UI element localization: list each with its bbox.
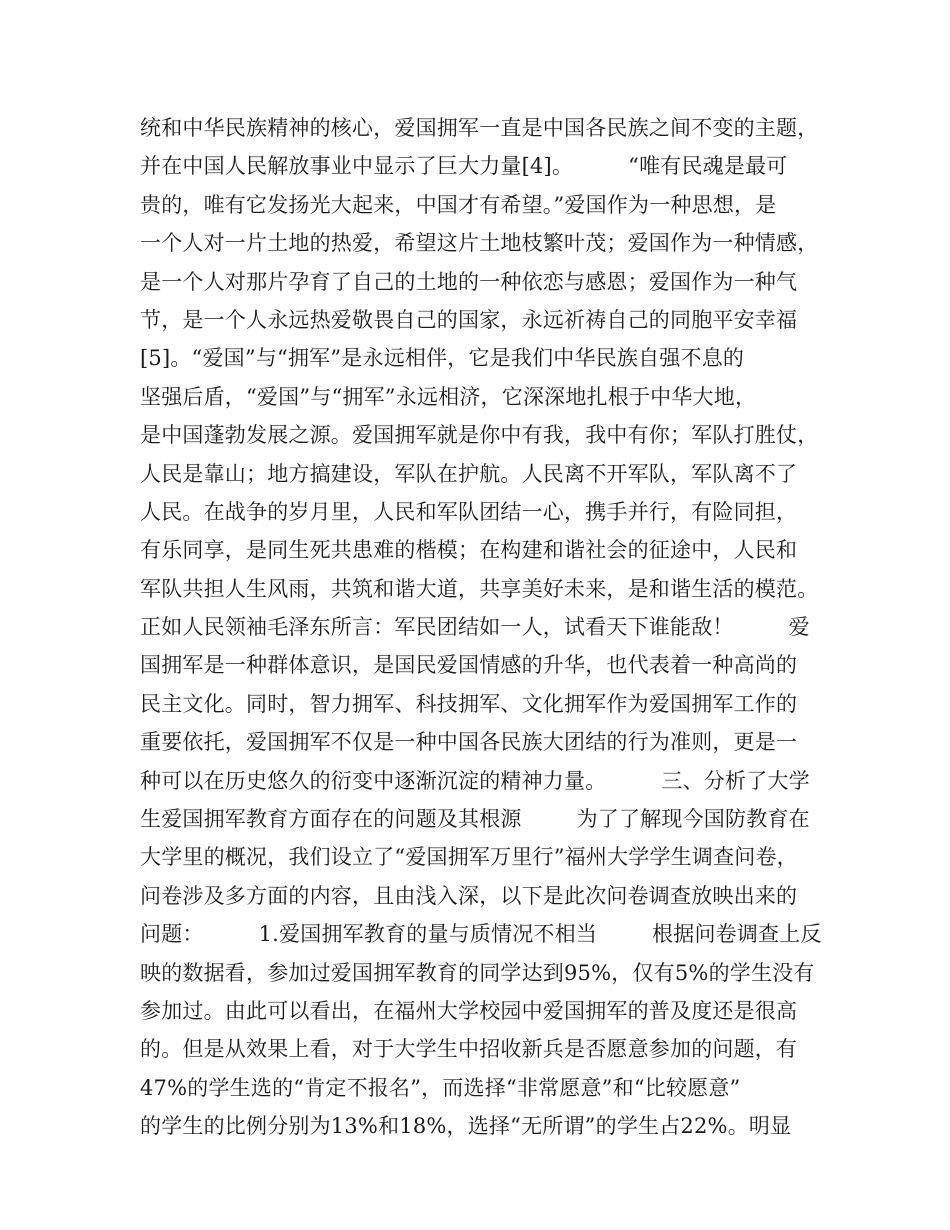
- text-line: 并在中国人民解放事业中显示了巨大力量[4]。 “唯有民魂是最可: [140, 154, 788, 179]
- text-line: 统和中华民族精神的核心，爱国拥军一直是中国各民族之间不变的主题，: [140, 116, 819, 140]
- text-line: 的学生的比例分别为13%和18%，选择“无所谓”的学生占22%。明显: [140, 1114, 792, 1139]
- text-line: 正如人民领袖毛泽东所言：军民团结如一人，试看天下谁能敌！ 爱: [140, 615, 810, 640]
- text-line: 大学里的概况，我们设立了“爱国拥军万里行”福州大学学生调查问卷，: [140, 845, 798, 870]
- text-line: 种可以在历史悠久的衍变中逐渐沉淀的精神力量。 三、分析了大学: [140, 768, 810, 793]
- text-line: 47%的学生选的“肯定不报名”，而选择“非常愿意”和“比较愿意”: [140, 1075, 741, 1100]
- text-line: 人民是靠山；地方搞建设，军队在护航。人民离不开军队，军队离不了: [140, 461, 798, 486]
- text-line: 是中国蓬勃发展之源。爱国拥军就是你中有我，我中有你；军队打胜仗，: [140, 423, 819, 448]
- body-text: [140, 109, 840, 1146]
- text-line: 民主文化。同时，智力拥军、科技拥军、文化拥军作为爱国拥军工作的: [140, 691, 798, 716]
- text-line: 是一个人对那片孕育了自己的土地的一种依恋与感恩；爱国作为一种气: [140, 269, 798, 294]
- text-line: 国拥军是一种群体意识，是国民爱国情感的升华，也代表着一种高尚的: [140, 653, 798, 678]
- text-line: 坚强后盾，“爱国”与“拥军”永远相济，它深深地扎根于中华大地，: [140, 384, 757, 409]
- text-line: [5]。“爱国”与“拥军”是永远相伴，它是我们中华民族自强不息的: [140, 346, 745, 371]
- text-line: 的。但是从效果上看，对于大学生中招收新兵是否愿意参加的问题，有: [140, 1037, 798, 1062]
- text-line: 问题： 1.爱国拥军教育的量与质情况不相当 根据问卷调查上反: [140, 922, 822, 947]
- text-line: 军队共担人生风雨，共筑和谐大道，共享美好未来，是和谐生活的模范。: [140, 576, 819, 601]
- text-line: 映的数据看，参加过爱国拥军教育的同学达到95%，仅有5%的学生没有: [140, 960, 815, 985]
- text-line: 人民。在战争的岁月里，人民和军队团结一心，携手并行，有险同担，: [140, 499, 798, 524]
- text-line: 有乐同享，是同生死共患难的楷模；在构建和谐社会的征途中，人民和: [140, 538, 798, 563]
- text-line: 参加过。由此可以看出，在福州大学校园中爱国拥军的普及度还是很高: [140, 998, 798, 1023]
- text-line: 一个人对一片土地的热爱，希望这片土地枝繁叶茂；爱国作为一种情感，: [140, 231, 819, 256]
- text-line: 生爱国拥军教育方面存在的问题及其根源 为了了解现今国防教育在: [140, 807, 810, 832]
- text-line: 节，是一个人永远热爱敬畏自己的国家，永远祈祷自己的同胞平安幸福: [140, 307, 798, 332]
- text-line: 问卷涉及多方面的内容，且由浅入深，以下是此次问卷调查放映出来的: [140, 883, 798, 908]
- text-line: 贵的，唯有它发扬光大起来，中国才有希望。”爱国作为一种思想，是: [140, 192, 777, 217]
- text-line: 重要依托，爱国拥军不仅是一种中国各民族大团结的行为准则，更是一: [140, 730, 798, 755]
